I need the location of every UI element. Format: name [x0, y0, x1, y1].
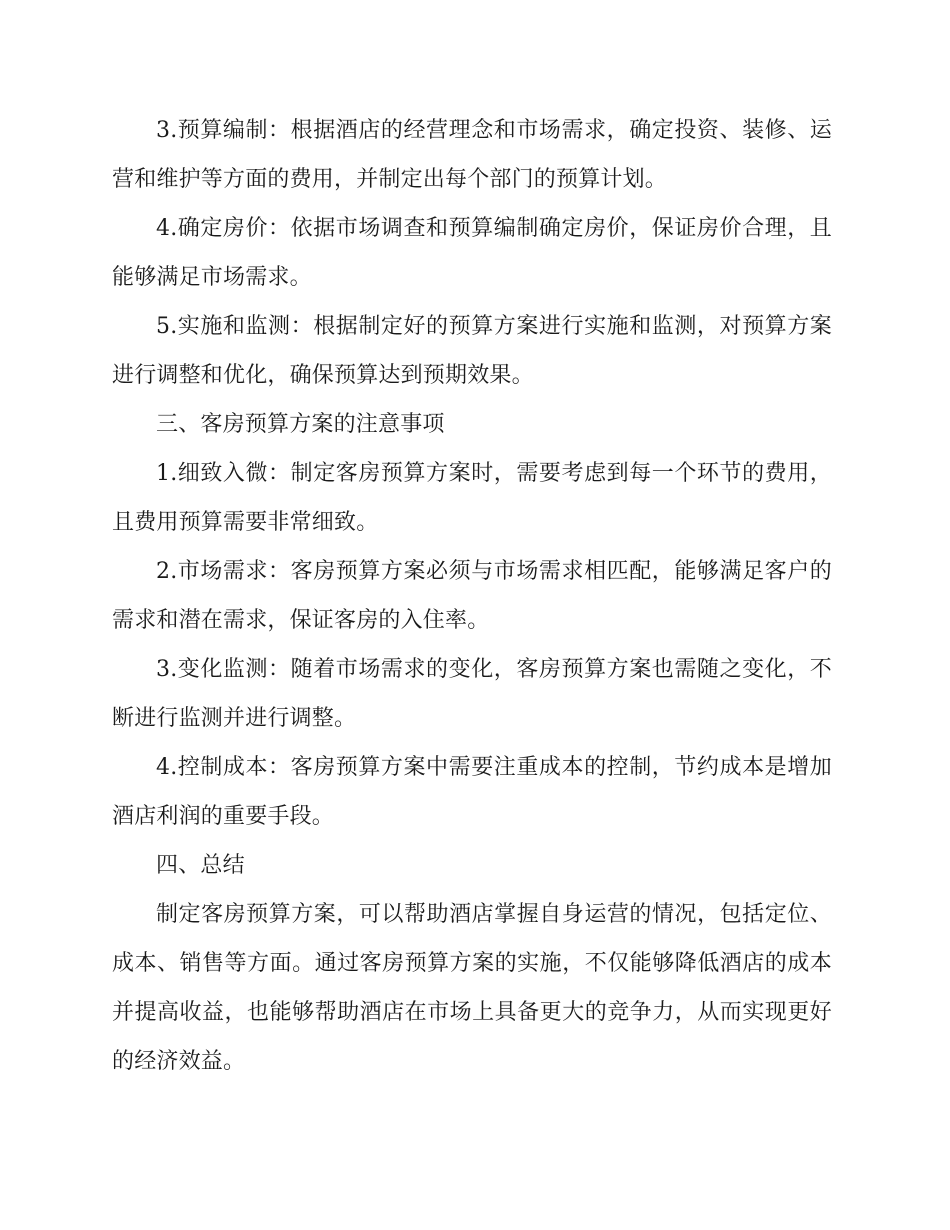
paragraph-implementation-monitoring: 5.实施和监测：根据制定好的预算方案进行实施和监测，对预算方案进行调整和优化，确保预算达到预期效果。 — [112, 314, 832, 388]
paragraph-room-pricing: 4.确定房价：依据市场调查和预算编制确定房价，保证房价合理，且能够满足市场需求。 — [112, 216, 832, 290]
paragraph-cost-control: 4.控制成本：客房预算方案中需要注重成本的控制，节约成本是增加酒店利润的重要手段。 — [112, 755, 832, 829]
paragraph-change-monitoring: 3.变化监测：随着市场需求的变化，客房预算方案也需随之变化，不断进行监测并进行调整。 — [112, 657, 832, 731]
paragraph-market-demand: 2.市场需求：客房预算方案必须与市场需求相匹配，能够满足客户的需求和潜在需求，保证客房的入住率。 — [112, 559, 832, 633]
paragraph-attention-detail: 1.细致入微：制定客房预算方案时，需要考虑到每一个环节的费用，且费用预算需要非常细致。 — [112, 461, 832, 535]
section-heading-summary: 四、总结 — [156, 853, 245, 878]
paragraph-summary: 制定客房预算方案，可以帮助酒店掌握自身运营的情况，包括定位、成本、销售等方面。通过客房预算方案的实施，不仅能够降低酒店的成本并提高收益，也能够帮助酒店在市场上具备更大的竞争力，从而实现更好的经济效益。 — [112, 902, 832, 1074]
section-heading-precautions: 三、客房预算方案的注意事项 — [156, 412, 445, 437]
document-body — [112, 106, 832, 1086]
paragraph-budget-compilation: 3.预算编制：根据酒店的经营理念和市场需求，确定投资、装修、运营和维护等方面的费用，并制定出每个部门的预算计划。 — [112, 118, 832, 192]
